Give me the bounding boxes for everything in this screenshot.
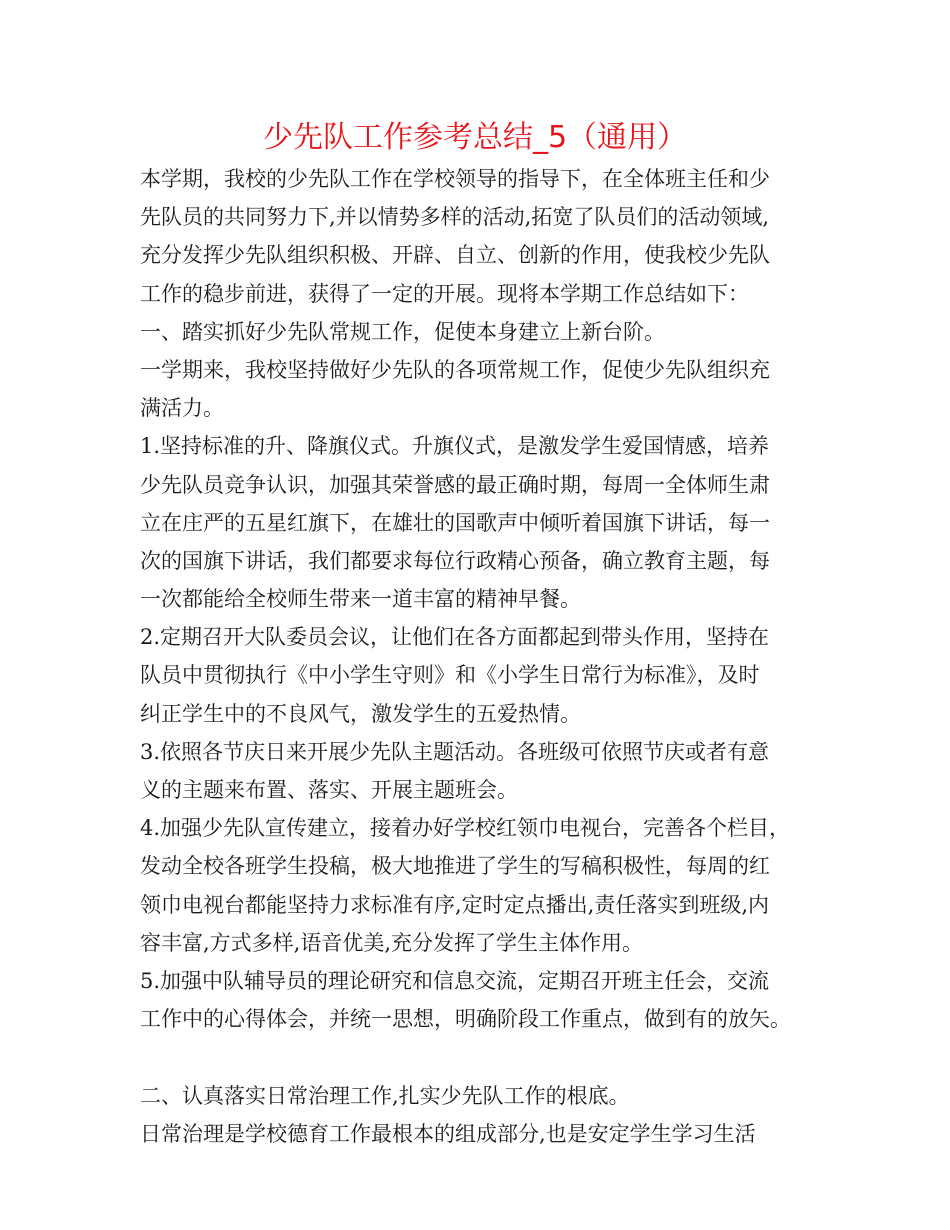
blank-line xyxy=(140,1038,830,1076)
body-line: 1.坚持标准的升、降旗仪式。升旗仪式，是激发学生爱国情感，培养 xyxy=(140,434,770,459)
body-line: 3.依照各节庆日来开展少先队主题活动。各班级可依照节庆或者有意 xyxy=(140,739,770,764)
body-line: 队员中贯彻执行《中小学生守则》和《小学生日常行为标准》，及时 xyxy=(140,663,760,688)
body-line: 先队员的共同努力下,并以情势多样的活动,拓宽了队员们的活动领域, xyxy=(140,205,770,230)
document-title: 少先队工作参考总结_5（通用） xyxy=(262,120,688,155)
body-line: 容丰富,方式多样,语音优美,充分发挥了学生主体作用。 xyxy=(140,930,644,955)
body-line: 工作的稳步前进，获得了一定的开展。现将本学期工作总结如下： xyxy=(140,281,749,306)
body-line: 次的国旗下讲话，我们都要求每位行政精心预备，确立教育主题，每 xyxy=(140,548,770,573)
body-line: 本学期，我校的少先队工作在学校领导的指导下，在全体班主任和少 xyxy=(140,167,770,191)
body-line: 5.加强中队辅导员的理论研究和信息交流，定期召开班主任会，交流 xyxy=(140,968,770,993)
body-line: 少先队员竞争认识，加强其荣誉感的最正确时期，每周一全体师生肃 xyxy=(140,472,770,497)
body-line: 4.加强少先队宣传建立，接着办好学校红领巾电视台，完善各个栏目， xyxy=(140,816,791,841)
body-line: 一学期来，我校坚持做好少先队的各项常规工作，促使少先队组织充 xyxy=(140,357,770,382)
body-line: 满活力。 xyxy=(140,396,224,421)
body-line: 立在庄严的五星红旗下，在雄壮的国歌声中倾听着国旗下讲话，每一 xyxy=(140,510,770,535)
body-line: 工作中的心得体会，并统一思想，明确阶段工作重点，做到有的放矢。 xyxy=(140,1007,791,1032)
body-line: 2.定期召开大队委员会议，让他们在各方面都起到带头作用，坚持在 xyxy=(140,625,770,650)
body-line: 纠正学生中的不良风气，激发学生的五爱热情。 xyxy=(140,701,581,726)
document-body xyxy=(140,160,830,1153)
body-line: 一次都能给全校师生带来一道丰富的精神早餐。 xyxy=(140,587,581,612)
body-line: 义的主题来布置、落实、开展主题班会。 xyxy=(140,778,518,802)
body-line: 领巾电视台都能坚持力求标准有序,定时定点播出,责任落实到班级,内 xyxy=(140,892,770,917)
body-line: 一、踏实抓好少先队常规工作，促使本身建立上新台阶。 xyxy=(140,319,665,344)
body-line: 日常治理是学校德育工作最根本的组成部分,也是安定学生学习生活 xyxy=(140,1121,756,1146)
body-line: 发动全校各班学生投稿，极大地推进了学生的写稿积极性，每周的红 xyxy=(140,854,770,879)
body-line: 充分发挥少先队组织积极、开辟、自立、创新的作用，使我校少先队 xyxy=(140,243,770,268)
body-line: 二、认真落实日常治理工作,扎实少先队工作的根底。 xyxy=(140,1083,630,1108)
